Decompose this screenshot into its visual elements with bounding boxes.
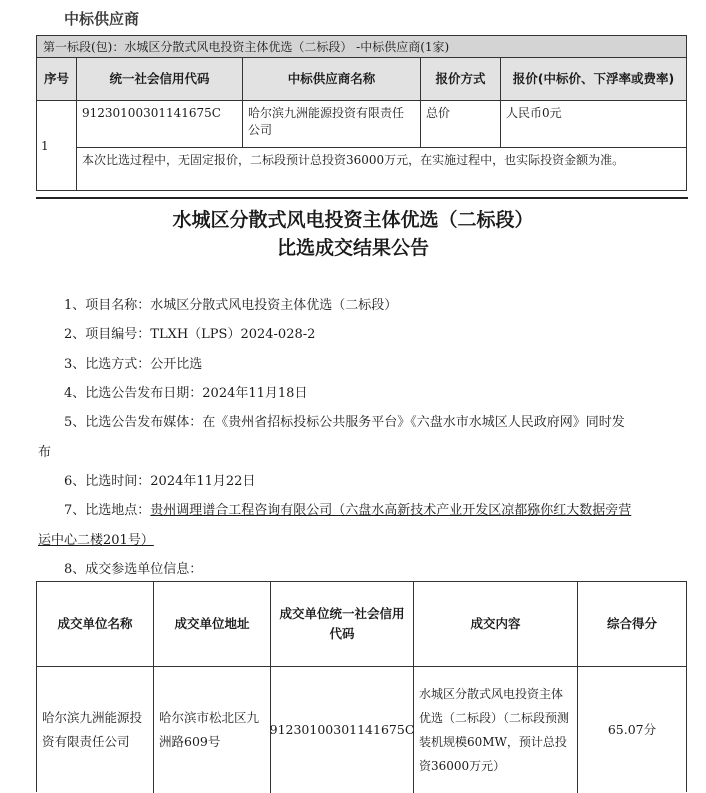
row-note: 本次比选过程中，无固定报价，二标段预计总投资36000万元，在实施过程中，也实际投资金额为准。 xyxy=(82,153,625,167)
item-project-name: 1、项目名称：水城区分散式风电投资主体优选（二标段） xyxy=(64,298,398,313)
rheader-name: 成交单位名称 xyxy=(37,582,154,666)
item-media: 5、比选公告发布媒体：在《贵州省招标投标公共服务平台》《六盘水市水城区人民政府网》同时发 xyxy=(64,415,625,430)
item-location-cont: 运中心二楼201号） xyxy=(38,533,154,548)
result-content: 水城区分散式风电投资主体优选（二标段）（二标段预测装机规模60MW，预计总投资36000万元） xyxy=(414,667,578,793)
rheader-address: 成交单位地址 xyxy=(154,582,271,666)
item-publish-date: 4、比选公告发布日期：2024年11月18日 xyxy=(64,386,308,401)
result-name: 哈尔滨九洲能源投资有限责任公司 xyxy=(37,667,154,793)
supplier-table xyxy=(36,35,687,191)
result-table-row xyxy=(37,667,686,793)
rheader-score: 综合得分 xyxy=(606,616,657,631)
rheader-content: 成交内容 xyxy=(414,582,578,666)
result-table xyxy=(36,581,687,792)
item-participants: 8、成交参选单位信息： xyxy=(64,562,203,577)
row-price: 人民币0元 xyxy=(506,106,562,120)
header-price: 报价(中标价、下浮率或费率) xyxy=(512,71,675,86)
result-score: 65.07分 xyxy=(607,722,657,737)
row-credit-code: 91230100301141675C xyxy=(77,101,243,147)
row-price-method: 总价 xyxy=(421,101,501,147)
announcement-subtitle: 比选成交结果公告 xyxy=(276,237,429,259)
item-location-label: 7、比选地点： xyxy=(64,503,151,518)
result-address: 哈尔滨市松北区九洲路609号 xyxy=(154,667,271,793)
item-project-number: 2、项目编号：TLXH（LPS）2024-028-2 xyxy=(64,327,316,342)
rheader-credit-code: 成交单位统一社会信用代码 xyxy=(271,582,414,666)
header-price-method: 报价方式 xyxy=(421,58,501,100)
result-table-header xyxy=(37,582,686,667)
table-row xyxy=(37,101,686,190)
result-credit-code: 91230100301141675C xyxy=(271,667,414,793)
package-bar: 第一标段(包)：水城区分散式风电投资主体优选（二标段） -中标供应商(1家) xyxy=(37,36,686,58)
item-location xyxy=(64,499,631,518)
header-supplier-name: 中标供应商名称 xyxy=(243,58,421,100)
item-method: 3、比选方式：公开比选 xyxy=(64,357,203,372)
item-time: 6、比选时间：2024年11月22日 xyxy=(64,474,256,489)
announcement-title: 水城区分散式风电投资主体优选（二标段） xyxy=(172,209,534,231)
table-header xyxy=(37,58,686,101)
row-seq: 1 xyxy=(37,101,77,190)
section-divider xyxy=(36,197,688,199)
row-supplier-name: 哈尔滨九洲能源投资有限责任公司 xyxy=(243,101,421,147)
header-seq: 序号 xyxy=(37,58,77,100)
item-location-value: 贵州调理谱合工程咨询有限公司（六盘水高新技术产业开发区凉都猕你红大数据旁营 xyxy=(150,503,632,518)
header-credit-code: 统一社会信用代码 xyxy=(77,58,243,100)
item-media-cont: 布 xyxy=(38,445,52,460)
section-heading: 中标供应商 xyxy=(64,10,140,28)
